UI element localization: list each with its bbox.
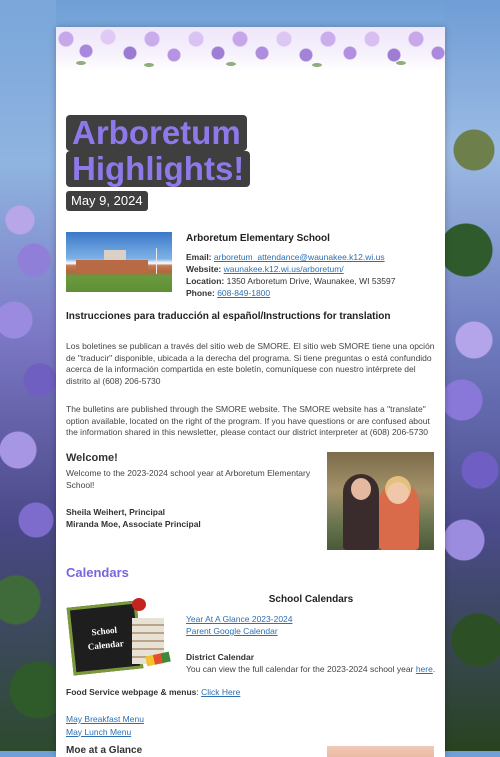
floral-banner <box>56 27 445 71</box>
next-section-photo <box>327 746 434 757</box>
food-service-label: Food Service webpage & menus <box>66 687 197 697</box>
translation-heading: Instrucciones para traducción al español/Instructions for translation <box>66 311 391 322</box>
leaf-decoration <box>396 61 406 65</box>
chalkboard-text-line-2: Calendar <box>87 638 125 652</box>
lilac-background-right <box>444 0 500 751</box>
school-calendar-chalkboard-image <box>66 590 172 672</box>
welcome-heading: Welcome! <box>66 452 118 464</box>
leaf-decoration <box>144 63 154 67</box>
district-calendar-here-link[interactable]: here <box>415 664 433 674</box>
location-row <box>186 275 436 287</box>
location-label: Location: <box>186 276 225 286</box>
chalkboard-text-line-1: School <box>91 624 118 638</box>
email-label: Email: <box>186 252 212 262</box>
calendars-heading: Calendars <box>66 565 129 580</box>
website-label: Website: <box>186 264 222 274</box>
phone-label: Phone: <box>186 288 215 298</box>
principals-photo <box>327 452 434 550</box>
school-info <box>186 232 436 299</box>
principal-signature: Sheila Weihert, Principal <box>66 507 166 517</box>
food-service-row: Food Service webpage & menus: Click Here <box>66 687 241 697</box>
newsletter-title <box>66 115 250 211</box>
lunch-menu-link[interactable]: May Lunch Menu <box>66 726 132 737</box>
district-calendar-text: You can view the full calendar for the 2023-2024 school year here. <box>186 664 436 674</box>
phone-link[interactable]: 608-849-1800 <box>217 288 271 298</box>
apple-icon <box>132 598 146 611</box>
leaf-decoration <box>76 61 86 65</box>
title-line-1: Arboretum <box>66 115 247 151</box>
associate-principal-signature: Miranda Moe, Associate Principal <box>66 519 201 529</box>
school-calendars-heading: School Calendars <box>268 594 354 605</box>
title-line-2: Highlights! <box>66 151 250 187</box>
parent-google-calendar-link[interactable]: Parent Google Calendar <box>186 626 278 636</box>
school-building-photo <box>66 232 172 292</box>
phone-row <box>186 287 436 299</box>
website-row <box>186 263 436 275</box>
year-at-a-glance-link[interactable]: Year At A Glance 2023-2024 <box>186 614 293 624</box>
calendar-links <box>186 594 436 675</box>
school-name: Arboretum Elementary School <box>186 233 330 244</box>
translation-spanish-text: Los boletines se publican a través del sitio web de SMORE. El sitio web SMORE tiene una opción de "traducir" disponible, ubicada a la derecha del programa. Si tiene preguntas o está confundido acerca de la información compartida en este boletín, comuníquese con nuestro intérprete del distrito al (608) 206-5730 <box>66 341 435 386</box>
translation-english-text: The bulletins are published through the SMORE website. The SMORE website has a "translate" option available, located on the right of the program. If you have questions or are confused about the information shared in this newsletter, please contact our district interpreter at (608) 206-5730 <box>66 404 430 437</box>
location-value: 1350 Arboretum Drive, Waunakee, WI 53597 <box>226 276 396 286</box>
leaf-decoration <box>226 62 236 66</box>
breakfast-menu-link[interactable]: May Breakfast Menu <box>66 714 144 724</box>
food-service-click-here-link[interactable]: Click Here <box>201 687 241 697</box>
district-calendar-heading: District Calendar <box>186 652 255 662</box>
menu-links <box>66 713 144 738</box>
date-badge: May 9, 2024 <box>66 191 148 211</box>
next-section-heading: Moe at a Glance <box>66 745 143 756</box>
lilac-background-left <box>0 0 56 751</box>
leaf-decoration <box>312 63 322 67</box>
newsletter-card <box>56 27 445 757</box>
website-link[interactable]: waunakee.k12.wi.us/arboretum/ <box>223 264 344 274</box>
welcome-text: Welcome to the 2023-2024 school year at Arboretum Elementary School! <box>66 468 311 490</box>
email-link[interactable]: arboretum_attendance@waunakee.k12.wi.us <box>213 252 385 262</box>
email-row <box>186 251 436 263</box>
